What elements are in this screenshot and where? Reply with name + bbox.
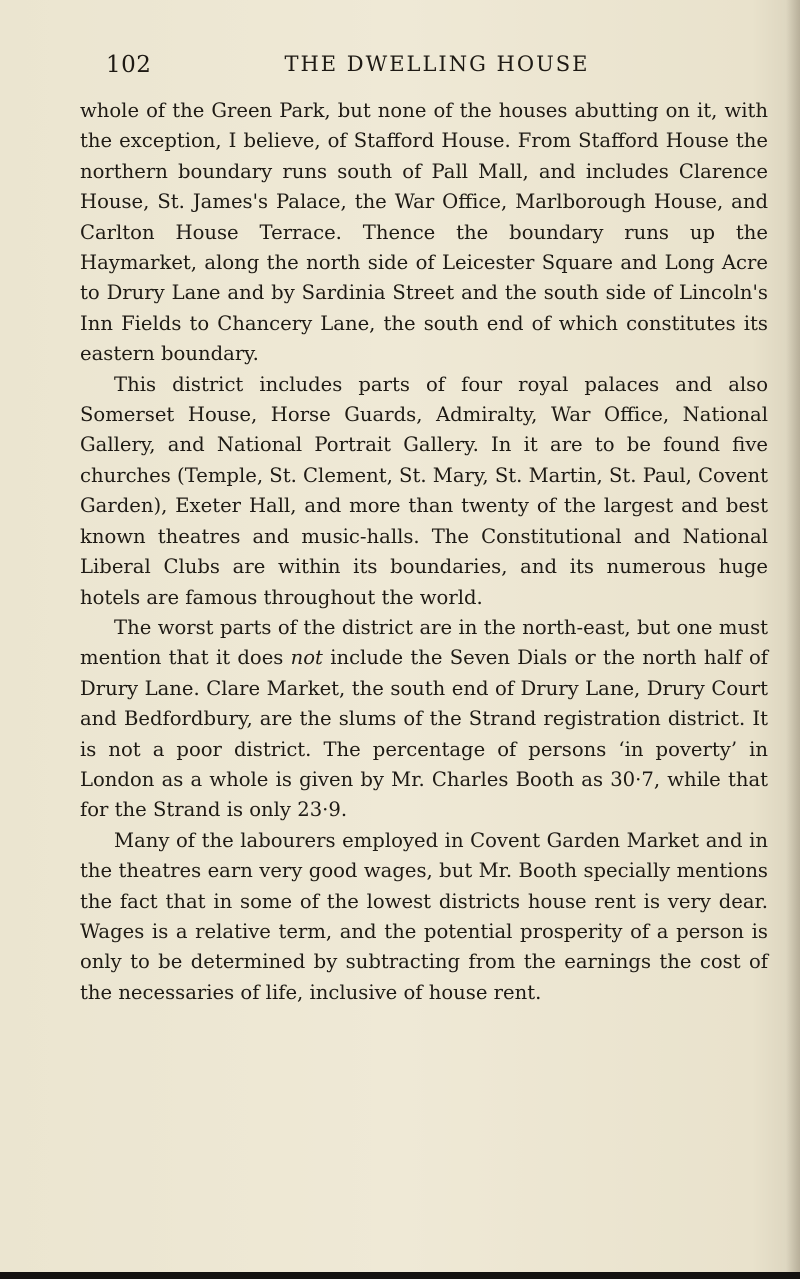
page-edge-shadow xyxy=(786,0,800,1279)
page-header xyxy=(106,52,768,92)
body-text xyxy=(80,96,768,1008)
paragraph-text-segment: The worst parts of the district are in the north-east, but one must mention that it does xyxy=(80,615,768,670)
page-number: 102 xyxy=(106,52,152,78)
paragraph-worst-parts xyxy=(80,613,768,826)
paragraph-boundaries: whole of the Green Park, but none of the houses abutting on it, with the exception, I believe, of Stafford House. From Stafford House the northern boundary runs south of Pall Mall, and includes Clarence House, St. James's Palace, the War Office, Marlborough House, and Carlton House Terrace. Thence the boundary runs up the Haymarket, along the north side of Leicester Square and Long Acre to Drury Lane and by Sardinia Street and the south side of Lincoln's Inn Fields to Chancery Lane, the south end of which constitutes its eastern boundary. xyxy=(80,99,768,366)
paragraph-labourers-wages: Many of the labourers employed in Covent Garden Market and in the theatres earn very good wages, but Mr. Booth specially mentions the fact that in some of the lowest districts house rent is very dear. Wages is a relative term, and the potential prosperity of a person is only to be determined by subtracting from the earnings the cost of the necessaries of life, inclusive of house rent. xyxy=(80,828,768,1004)
paragraph-text-segment: include the Seven Dials or the north half of Drury Lane. Clare Market, the south end of Drury Lane, Drury Court and Bedfordbury, are the slums of the Strand registration district. It is not a poor district. The percentage of persons ‘in poverty’ in London as a whole is given by Mr. Charles Booth as 30·7, while that for the Strand is only 23·9. xyxy=(80,646,769,822)
emphasis-word: not xyxy=(290,646,323,670)
bottom-edge-rule xyxy=(0,1272,800,1279)
running-head: THE DWELLING HOUSE xyxy=(284,52,590,76)
paragraph-district-buildings: This district includes parts of four royal palaces and also Somerset House, Horse Guards, Admiralty, War Office, National Gallery, and National Portrait Gallery. In it are to be found five churches (Temple, St. Clement, St. Mary, St. Martin, St. Paul, Covent Garden), Exeter Hall, and more than twenty of the largest and best known theatres and music-halls. The Constitutional and National Liberal Clubs are within its boundaries, and its numerous huge hotels are famous throughout the world. xyxy=(80,372,768,609)
